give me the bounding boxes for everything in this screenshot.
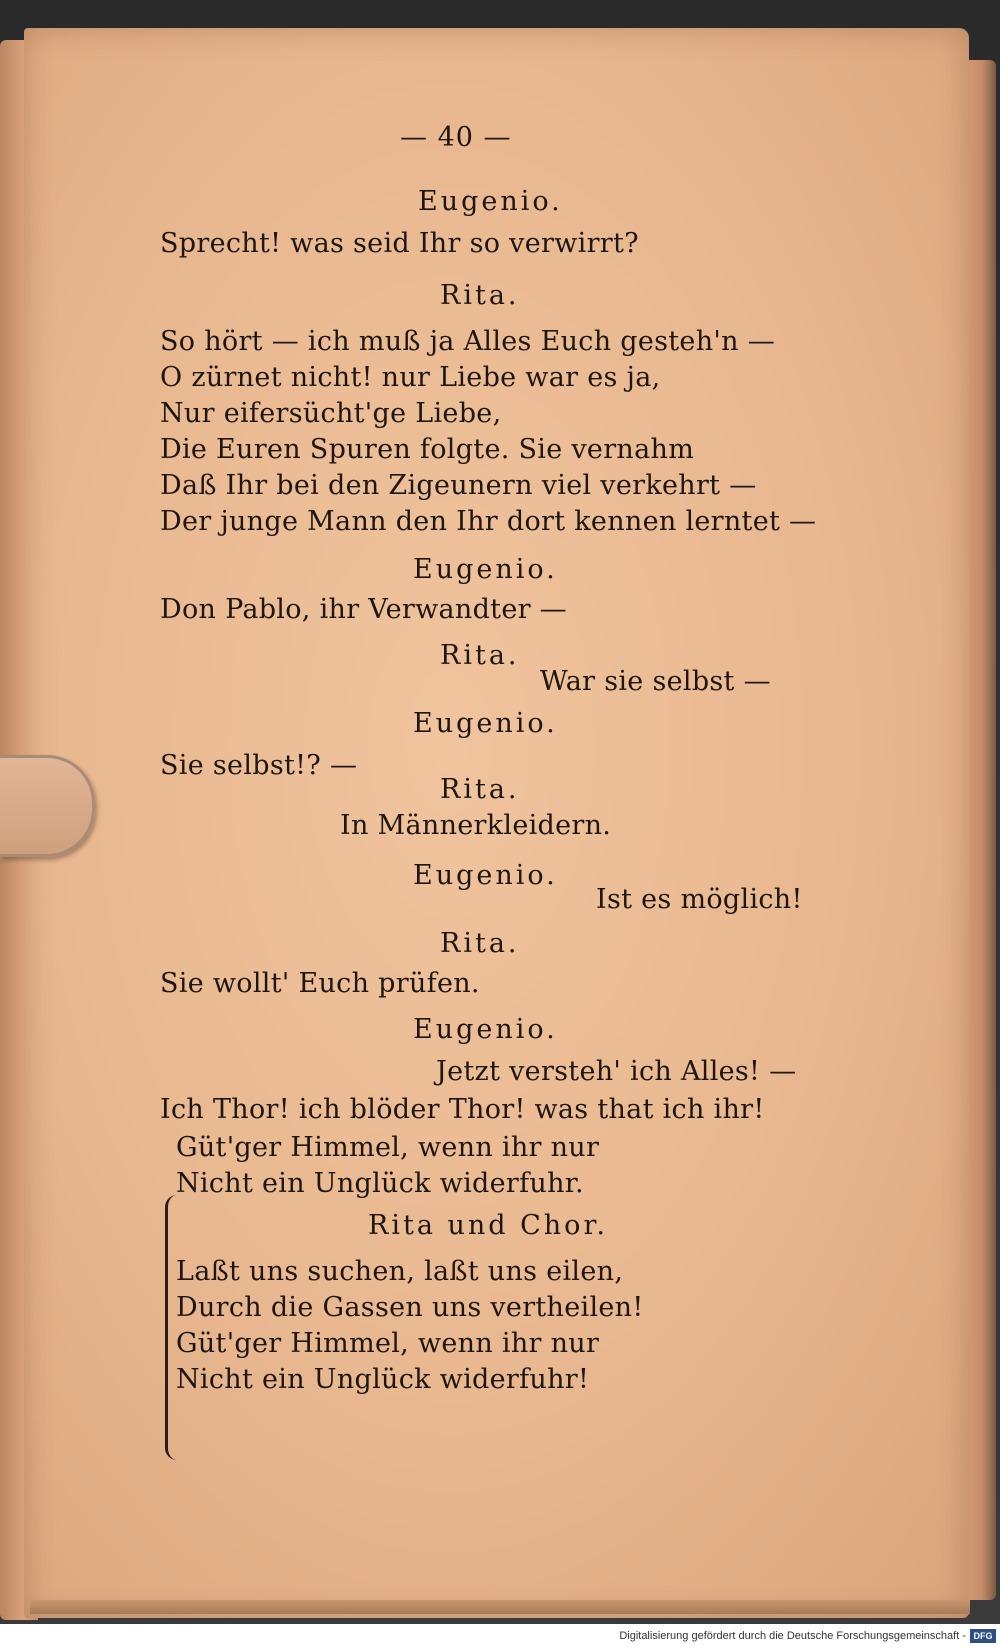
page-number: — 40 — xyxy=(400,122,512,153)
verse-line: So hört — ich muß ja Alles Euch gesteh'n — xyxy=(160,326,775,357)
verse-line: Sprecht! was seid Ihr so verwirrt? xyxy=(160,228,639,259)
dfg-logo: DFG xyxy=(970,1629,996,1643)
verse-line: Nicht ein Unglück widerfuhr. xyxy=(176,1168,584,1199)
page-clip xyxy=(0,755,95,857)
verse-line: War sie selbst — xyxy=(540,666,771,697)
speaker-name: Eugenio. xyxy=(413,708,558,739)
verse-line: Ist es möglich! xyxy=(596,884,803,915)
speaker-name: Eugenio. xyxy=(413,554,558,585)
speaker-name: Eugenio. xyxy=(413,860,558,891)
verse-line: In Männerkleidern. xyxy=(340,810,612,841)
verse-line: Ich Thor! ich blöder Thor! was that ich ihr! xyxy=(160,1094,765,1125)
verse-line: Nur eifersücht'ge Liebe, xyxy=(160,398,502,429)
footer-credit: Digitalisierung gefördert durch die Deutsche Forschungsgemeinschaft - xyxy=(619,1630,966,1642)
verse-line: Don Pablo, ihr Verwandter — xyxy=(160,594,567,625)
curly-brace xyxy=(165,1195,182,1460)
verse-line: Durch die Gassen uns vertheilen! xyxy=(176,1292,644,1323)
verse-line: Die Euren Spuren folgte. Sie vernahm xyxy=(160,434,695,465)
footer-bar xyxy=(0,1624,1000,1649)
verse-line: Der junge Mann den Ihr dort kennen lerntet — xyxy=(160,506,817,537)
verse-line: Sie selbst!? — xyxy=(160,750,358,781)
speaker-name: Rita. xyxy=(440,928,520,959)
speaker-name: Eugenio. xyxy=(413,1014,558,1045)
verse-line: Laßt uns suchen, laßt uns eilen, xyxy=(176,1256,624,1287)
verse-line: O zürnet nicht! nur Liebe war es ja, xyxy=(160,362,661,393)
speaker-name: Eugenio. xyxy=(418,186,563,217)
verse-line: Sie wollt' Euch prüfen. xyxy=(160,968,480,999)
speaker-name: Rita und Chor. xyxy=(368,1210,608,1241)
verse-line: Güt'ger Himmel, wenn ihr nur xyxy=(176,1132,600,1163)
page-bottom-edge xyxy=(30,1600,970,1614)
speaker-name: Rita. xyxy=(440,640,520,671)
speaker-name: Rita. xyxy=(440,280,520,311)
verse-line: Jetzt versteh' ich Alles! — xyxy=(436,1056,797,1087)
speaker-name: Rita. xyxy=(440,774,520,805)
verse-line: Güt'ger Himmel, wenn ihr nur xyxy=(176,1328,600,1359)
verse-line: Daß Ihr bei den Zigeunern viel verkehrt — xyxy=(160,470,757,501)
verse-line: Nicht ein Unglück widerfuhr! xyxy=(176,1364,590,1395)
